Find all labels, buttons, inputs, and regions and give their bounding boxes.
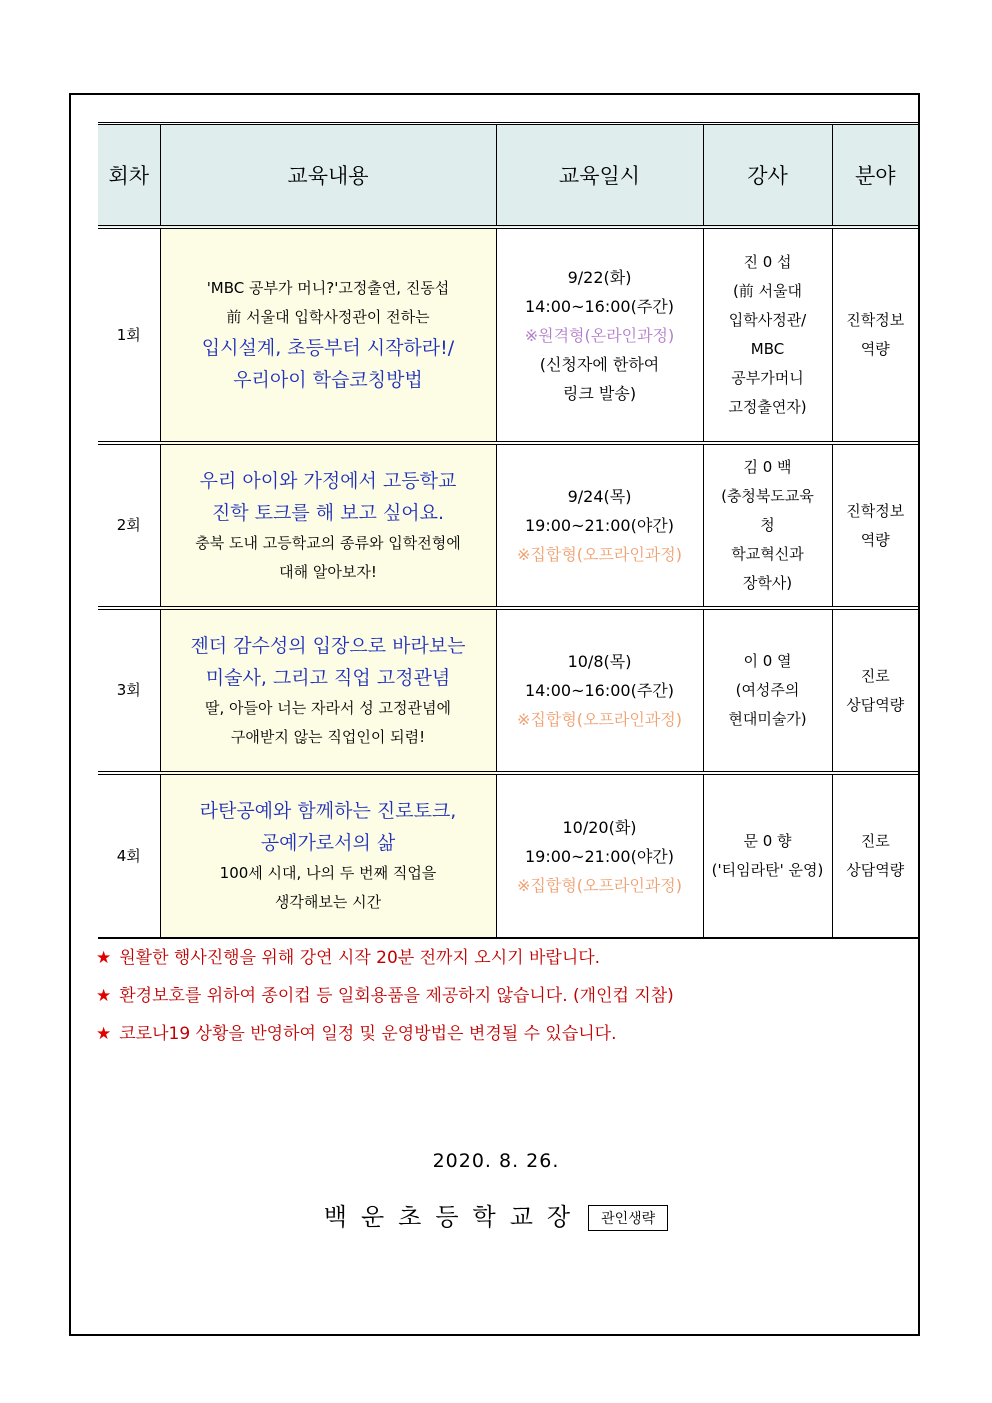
round-cell: 2회 (98, 443, 160, 608)
instructor-cell (703, 608, 832, 773)
instructor-line: 진 0 섭 (743, 253, 792, 271)
table-row (98, 773, 918, 938)
field-line: 진로 (860, 832, 890, 850)
session-date: 10/8(목) (567, 652, 632, 671)
notice-item (96, 982, 916, 1020)
star-icon: ★ (96, 948, 112, 968)
field-line: 진로 (860, 666, 890, 685)
table-row (98, 443, 918, 608)
instructor-line: (여성주의 (735, 681, 800, 699)
session-mode: ※집합형(오프라인과정) (517, 875, 682, 895)
notice-text: 환경보호를 위하여 종이컵 등 일회용품을 제공하지 않습니다. (개인컵 지참) (119, 986, 674, 1006)
instructor-line: 장학사) (742, 574, 793, 592)
notice-text: 코로나19 상황을 반영하여 일정 및 운영방법은 변경될 수 있습니다. (119, 1024, 617, 1044)
instructor-line: 문 0 향 (743, 832, 792, 850)
schedule-table (98, 122, 918, 939)
field-cell (832, 773, 918, 938)
content-cell (160, 443, 496, 608)
notice-list (96, 944, 916, 1058)
notice-item (96, 1020, 916, 1058)
content-cell (160, 608, 496, 773)
table-row (98, 227, 918, 443)
content-line: 충북 도내 고등학교의 종류와 입학전형에 (195, 533, 461, 552)
datetime-cell (496, 443, 703, 608)
field-line: 역량 (860, 340, 890, 358)
round-cell: 3회 (98, 608, 160, 773)
instructor-line: 청 (760, 516, 775, 534)
instructor-line: (前 서울대 (732, 282, 803, 300)
seal-omitted-box: 관인생략 (588, 1205, 668, 1231)
session-time: 19:00~21:00(야간) (524, 846, 675, 866)
content-line: 우리 아이와 가정에서 고등학교 (199, 469, 457, 492)
instructor-cell (703, 227, 832, 443)
session-note: (신청자에 한하여 (539, 354, 660, 374)
session-time: 14:00~16:00(주간) (524, 681, 675, 700)
session-mode: ※원격형(온라인과정) (524, 325, 675, 345)
instructor-line: 이 0 열 (743, 652, 792, 670)
session-time: 19:00~21:00(야간) (524, 516, 675, 535)
content-line: 구애받지 않는 직업인이 되렴! (230, 727, 426, 746)
content-line: 진학 토크를 해 보고 싶어요. (211, 501, 445, 524)
star-icon: ★ (96, 1024, 112, 1044)
field-line: 역량 (860, 530, 890, 549)
datetime-cell (496, 608, 703, 773)
instructor-cell (703, 773, 832, 938)
field-line: 상담역량 (846, 695, 905, 714)
session-mode: ※집합형(오프라인과정) (517, 710, 682, 729)
field-line: 진학정보 (846, 311, 905, 329)
content-line: 대해 알아보자! (279, 562, 377, 581)
content-line: 공예가로서의 삶 (260, 832, 396, 854)
content-line: 라탄공예와 함께하는 진로토크, (199, 800, 457, 822)
field-cell (832, 443, 918, 608)
table-header-row (98, 124, 918, 228)
field-cell (832, 227, 918, 443)
content-line: 젠더 감수성의 입장으로 바라보는 (190, 634, 466, 657)
session-date: 9/22(화) (567, 267, 632, 287)
datetime-cell (496, 773, 703, 938)
notice-text: 원활한 행사진행을 위해 강연 시작 20분 전까지 오시기 바랍니다. (119, 948, 601, 968)
session-time: 14:00~16:00(주간) (524, 296, 675, 316)
content-line: 'MBC 공부가 머니?'고정출연, 진동섭 (206, 279, 450, 297)
document-date: 2020. 8. 26. (432, 1150, 560, 1172)
header-content: 교육내용 (160, 124, 496, 228)
instructor-line: ('티임라탄' 운영) (711, 861, 824, 879)
header-datetime: 교육일시 (496, 124, 703, 228)
session-note: 링크 발송) (562, 383, 637, 403)
content-line: 미술사, 그리고 직업 고정관념 (205, 666, 451, 689)
field-line: 상담역량 (846, 861, 905, 879)
header-instructor: 강사 (703, 124, 832, 228)
header-round: 회차 (98, 124, 160, 228)
instructor-line: 현대미술가) (728, 710, 807, 728)
instructor-line: 고정출연자) (728, 398, 807, 416)
round-cell: 1회 (98, 227, 160, 443)
notice-item (96, 944, 916, 982)
content-line: 100세 시대, 나의 두 번째 직업을 (219, 864, 437, 882)
instructor-line: (충청북도교육 (721, 487, 814, 505)
round-cell: 4회 (98, 773, 160, 938)
content-line: 입시설계, 초등부터 시작하라!/ (201, 337, 455, 359)
instructor-line: 공부가머니 (731, 369, 804, 387)
star-icon: ★ (96, 986, 112, 1006)
content-line: 생각해보는 시간 (274, 893, 382, 911)
session-mode: ※집합형(오프라인과정) (517, 545, 682, 564)
content-line: 딸, 아들아 너는 자라서 성 고정관념에 (205, 698, 451, 717)
signer-name: 백운초등학교장 (323, 1203, 585, 1231)
field-line: 진학정보 (846, 501, 905, 520)
content-line: 우리아이 학습코칭방법 (233, 369, 423, 391)
instructor-line: 입학사정관/ (728, 311, 807, 329)
content-cell (160, 227, 496, 443)
datetime-cell (496, 227, 703, 443)
session-date: 9/24(목) (567, 487, 632, 506)
header-field: 분야 (832, 124, 918, 228)
instructor-cell (703, 443, 832, 608)
instructor-line: 학교혁신과 (731, 545, 804, 563)
table-row (98, 608, 918, 773)
field-cell (832, 608, 918, 773)
signer-block (0, 1197, 992, 1232)
session-date: 10/20(화) (562, 817, 637, 837)
instructor-line: MBC (750, 340, 785, 358)
content-cell (160, 773, 496, 938)
content-line: 前 서울대 입학사정관이 전하는 (226, 308, 430, 326)
instructor-line: 김 0 백 (743, 458, 792, 476)
